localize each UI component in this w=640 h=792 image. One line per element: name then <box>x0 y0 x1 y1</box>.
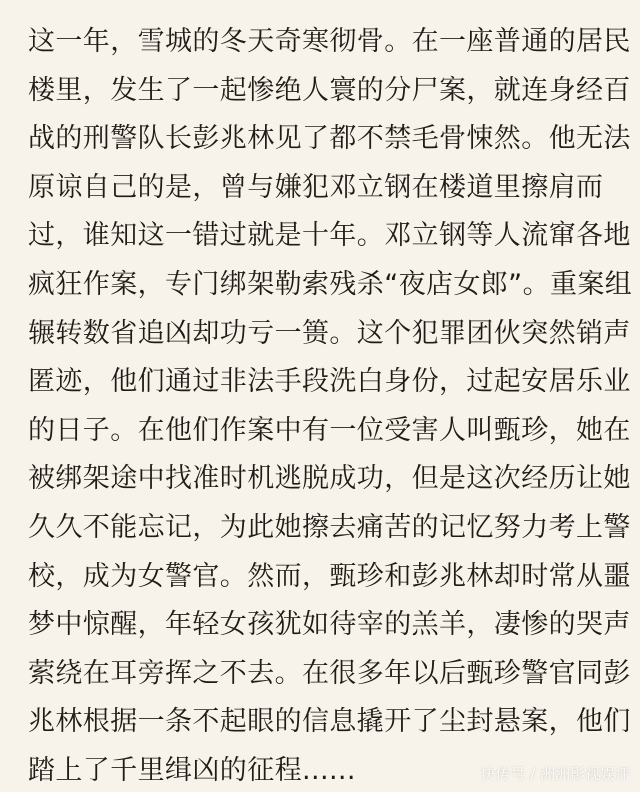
article-text <box>28 0 633 786</box>
text-line: 楼里，发生了一起惨绝人寰的分尸案，就连身经百 <box>28 74 631 106</box>
text-line: 这一年，雪城的冬天奇寒彻骨。在一座普通的居民 <box>28 26 631 57</box>
text-line: 兆林根据一条不起眼的信息撬开了尘封悬案，他们 <box>28 706 631 738</box>
text-line: 原谅自己的是，曾与嫌犯邓立钢在楼道里擦肩而 <box>28 171 604 203</box>
text-line: 辗转数省追凶却功亏一篑。这个犯罪团伙突然销声 <box>28 317 631 349</box>
text-line: 匿迹，他们通过非法手段洗白身份，过起安居乐业 <box>28 366 631 398</box>
watermark-label: 快传号 / 洲洲影视娱评 <box>480 765 630 783</box>
text-line: 的日子。在他们作案中有一位受害人叫甄珍，她在 <box>28 414 631 446</box>
text-line: 被绑架途中找准时机逃脱成功，但是这次经历让她 <box>28 463 631 495</box>
text-line: 梦中惊醒，年轻女孩犹如待宰的羔羊，凄惨的哭声 <box>28 609 631 641</box>
text-line: 过，谁知这一错过就是十年。邓立钢等人流窜各地 <box>28 220 631 252</box>
text-line: 校，成为女警官。然而，甄珍和彭兆林却时常从噩 <box>28 560 631 592</box>
text-line: 疯狂作案，专门绑架勒索残杀“夜店女郎”。重案组 <box>28 268 633 300</box>
text-line: 踏上了千里缉凶的征程...... <box>28 754 356 786</box>
text-line: 久久不能忘记，为此她擦去痛苦的记忆努力考上警 <box>28 511 631 543</box>
text-line: 萦绕在耳旁挥之不去。在很多年以后甄珍警官同彭 <box>28 657 631 689</box>
text-line: 战的刑警队长彭兆林见了都不禁毛骨悚然。他无法 <box>28 123 631 155</box>
